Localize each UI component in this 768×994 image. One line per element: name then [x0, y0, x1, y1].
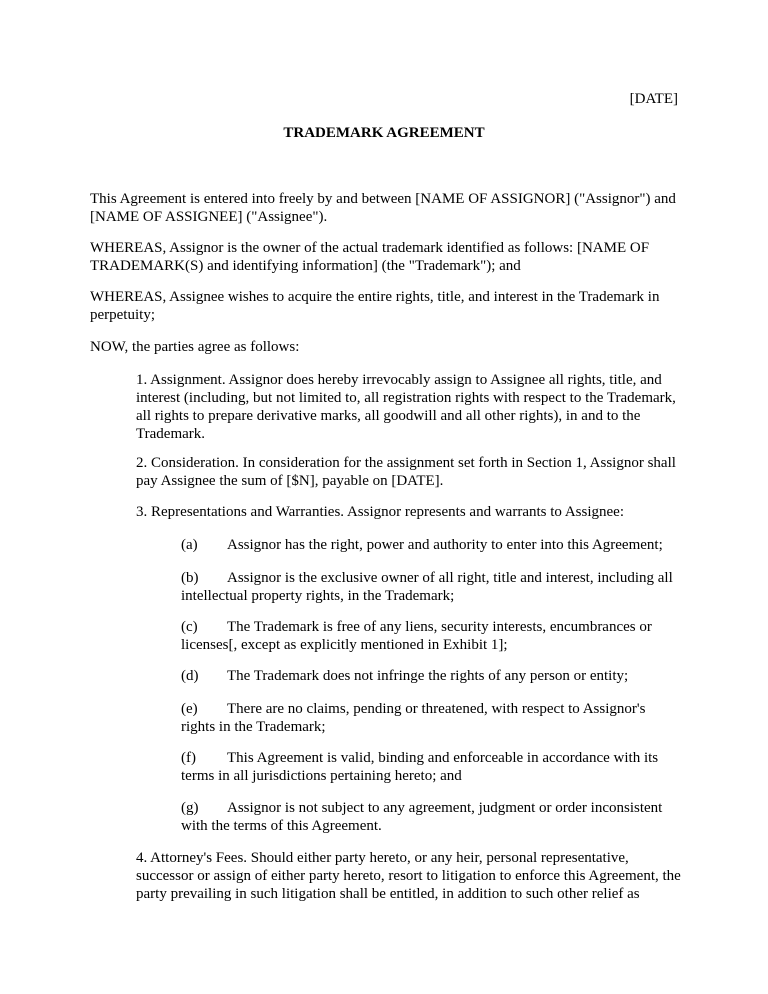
subclause-text: The Trademark does not infringe the rights of any person or entity;	[227, 668, 629, 684]
subclause-label: (f)	[181, 750, 196, 766]
intro-paragraph: This Agreement is entered into freely by and between [NAME OF ASSIGNOR] ("Assignor") and [NAME OF ASSIGNEE] ("Assignee").	[90, 191, 676, 225]
whereas-paragraph-2: WHEREAS, Assignee wishes to acquire the entire rights, title, and interest in the Trademark in perpetuity;	[90, 289, 660, 323]
subclause-g	[181, 799, 681, 835]
clause-assignment: 1. Assignment. Assignor does hereby irrevocably assign to Assignee all rights, title, and interest (including, but not limited to, all registration rights with respect to the Trademark, all rights to prepare derivative marks, all goodwill and all other rights), in and to the Trademark.	[136, 372, 676, 442]
subclause-label: (a)	[181, 537, 198, 553]
document-title: TRADEMARK AGREEMENT	[283, 125, 485, 141]
subclause-text: Assignor is the exclusive owner of all right, title and interest, including all intellectual property rights, in the Trademark;	[181, 570, 673, 604]
subclause-text: There are no claims, pending or threatened, with respect to Assignor's rights in the Trademark;	[181, 701, 646, 735]
subclause-label: (c)	[181, 619, 198, 635]
subclause-label: (d)	[181, 668, 199, 684]
document-date: [DATE]	[629, 91, 678, 107]
subclause-label: (e)	[181, 701, 198, 717]
subclause-c	[181, 618, 681, 654]
subclause-e	[181, 700, 681, 736]
clause-attorneys-fees: 4. Attorney's Fees. Should either party hereto, or any heir, personal representative, successor or assign of either party hereto, resort to litigation to enforce this Agreement, the party prevailing in such litigation shall be entitled, in addition to such other relief as	[136, 850, 681, 902]
subclause-text: Assignor has the right, power and authority to enter into this Agreement;	[227, 537, 663, 553]
subclause-text: This Agreement is valid, binding and enforceable in accordance with its terms in all jurisdictions pertaining hereto; and	[181, 750, 659, 784]
subclause-label: (g)	[181, 800, 199, 816]
subclause-text: The Trademark is free of any liens, security interests, encumbrances or licenses[, except as explicitly mentioned in Exhibit 1];	[181, 619, 652, 653]
subclause-f	[181, 749, 681, 785]
now-paragraph: NOW, the parties agree as follows:	[90, 339, 300, 355]
subclause-d	[181, 667, 681, 685]
clause-consideration: 2. Consideration. In consideration for the assignment set forth in Section 1, Assignor shall pay Assignee the sum of [$N], payable on [DATE].	[136, 455, 676, 489]
subclause-a	[181, 536, 681, 554]
subclause-label: (b)	[181, 570, 199, 586]
subclause-text: Assignor is not subject to any agreement, judgment or order inconsistent with the terms of this Agreement.	[181, 800, 663, 834]
whereas-paragraph-1: WHEREAS, Assignor is the owner of the actual trademark identified as follows: [NAME OF TRADEMARK(S) and identifying information] (the "Trademark"); and	[90, 240, 650, 274]
clause-representations: 3. Representations and Warranties. Assignor represents and warrants to Assignee:	[136, 504, 624, 520]
subclause-b	[181, 569, 681, 605]
